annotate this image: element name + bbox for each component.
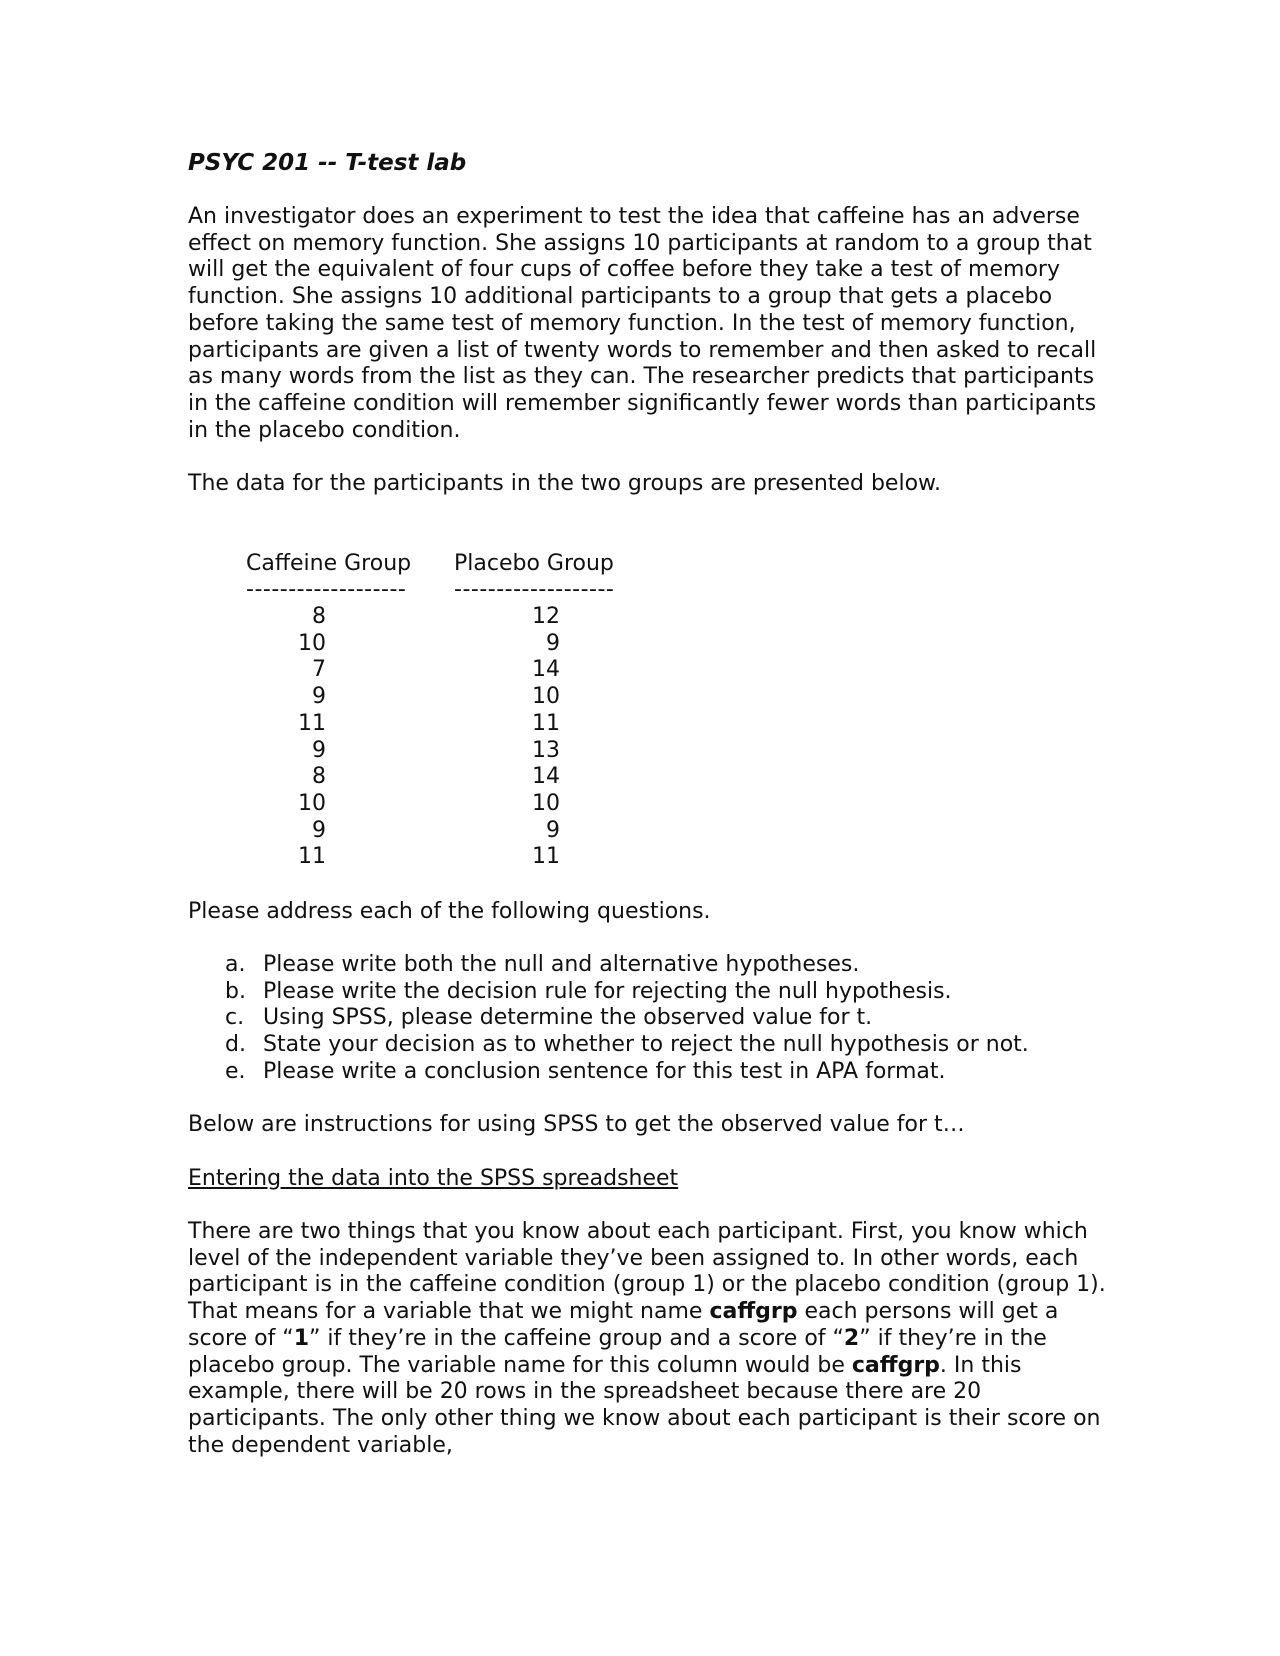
question-item — [188, 952, 1108, 979]
final-paragraph — [188, 1219, 1108, 1459]
caffeine-value: 11 — [298, 844, 326, 870]
question-item — [188, 1059, 1108, 1086]
caffeine-value: 9 — [312, 817, 326, 843]
placebo-value: 13 — [532, 737, 560, 763]
placebo-value: 10 — [532, 684, 560, 710]
placebo-value: 14 — [532, 657, 560, 683]
caffeine-value: 8 — [312, 604, 326, 630]
intro-paragraph: An investigator does an experiment to test the idea that caffeine has an adverse effect on memory function. She assigns 10 participants at random to a group that will get the equivalent of four cups of coffee before they take a test of memory function. She assigns 10 additional participants to a group that gets a placebo before taking the same test of memory function. In the test of memory function, participants are given a list of twenty words to remember and then asked to recall as many words from the list as they can. The researcher predicts that participants in the caffeine condition will remember significantly fewer words than participants in the placebo condition. — [188, 204, 1097, 443]
question-marker: c. — [225, 1005, 245, 1031]
caffeine-value: 10 — [298, 630, 326, 656]
variable-name-caffgrp-2: caffgrp — [851, 1352, 940, 1378]
final-text-3: ” if they’re in the caffeine group and a score of “ — [309, 1325, 844, 1351]
instructions-intro: Below are instructions for using SPSS to get the observed value for t… — [188, 1112, 965, 1138]
placebo-value: 10 — [532, 790, 560, 816]
caffeine-value: 7 — [312, 657, 326, 683]
question-item — [188, 1005, 1108, 1032]
question-marker: e. — [225, 1058, 246, 1084]
variable-name-caffgrp: caffgrp — [709, 1299, 798, 1325]
questions-list — [188, 952, 1108, 1085]
placebo-value: 11 — [532, 844, 560, 870]
question-marker: b. — [225, 978, 246, 1004]
caffeine-value: 9 — [312, 684, 326, 710]
placebo-value: 12 — [532, 604, 560, 630]
final-text-5: . In this example, there will be 20 rows in the spreadsheet because there are 20 participants. The only other thing we know about each participant is their score on the dependent variable, — [188, 1352, 1101, 1458]
question-text: Using SPSS, please determine the observed value for t. — [263, 1005, 873, 1031]
caffeine-value: 8 — [312, 764, 326, 790]
questions-intro: Please address each of the following questions. — [188, 898, 711, 924]
score-code-1: 1 — [293, 1325, 310, 1351]
question-text: Please write the decision rule for rejecting the null hypothesis. — [263, 978, 952, 1004]
question-text: State your decision as to whether to reject the null hypothesis or not. — [263, 1032, 1029, 1058]
final-text-1: There are two things that you know about each participant. First, you know which level of the independent variable they’ve been assigned to. In other words, each participant is in the caffeine condition (group 1) or the placebo condition (group 1). That means for a variable that we might name — [188, 1219, 1106, 1325]
document-page — [188, 148, 1108, 1486]
placebo-value: 9 — [546, 817, 560, 843]
caffeine-header: Caffeine Group — [246, 550, 412, 576]
caffeine-dashes: ------------------- — [246, 577, 407, 603]
question-item — [188, 979, 1108, 1006]
question-item — [188, 1032, 1108, 1059]
final-text-2: each persons will get a score of “ — [188, 1299, 1059, 1351]
placebo-header: Placebo Group — [454, 550, 614, 576]
score-code-2: 2 — [843, 1325, 860, 1351]
caffeine-value: 11 — [298, 710, 326, 736]
caffeine-value: 9 — [312, 737, 326, 763]
caffeine-values — [246, 604, 416, 871]
data-intro-paragraph: The data for the participants in the two groups are presented below. — [188, 471, 942, 497]
question-text: Please write both the null and alternative hypotheses. — [263, 952, 860, 978]
placebo-value: 14 — [532, 764, 560, 790]
placebo-value: 9 — [546, 630, 560, 656]
question-marker: a. — [225, 952, 246, 978]
document-title: PSYC 201 -- T-test lab — [188, 150, 467, 176]
placebo-values — [454, 604, 624, 871]
caffeine-column — [246, 551, 416, 871]
placebo-dashes: ------------------- — [454, 577, 615, 603]
question-marker: d. — [225, 1032, 246, 1058]
placebo-value: 11 — [532, 710, 560, 736]
data-table — [246, 551, 1108, 899]
placebo-column — [454, 551, 624, 871]
section-subheading: Entering the data into the SPSS spreadsheet — [188, 1165, 679, 1191]
question-text: Please write a conclusion sentence for this test in APA format. — [263, 1058, 946, 1084]
caffeine-value: 10 — [298, 790, 326, 816]
final-text-4: ” if they’re in the placebo group. The variable name for this column would be — [188, 1325, 1047, 1378]
